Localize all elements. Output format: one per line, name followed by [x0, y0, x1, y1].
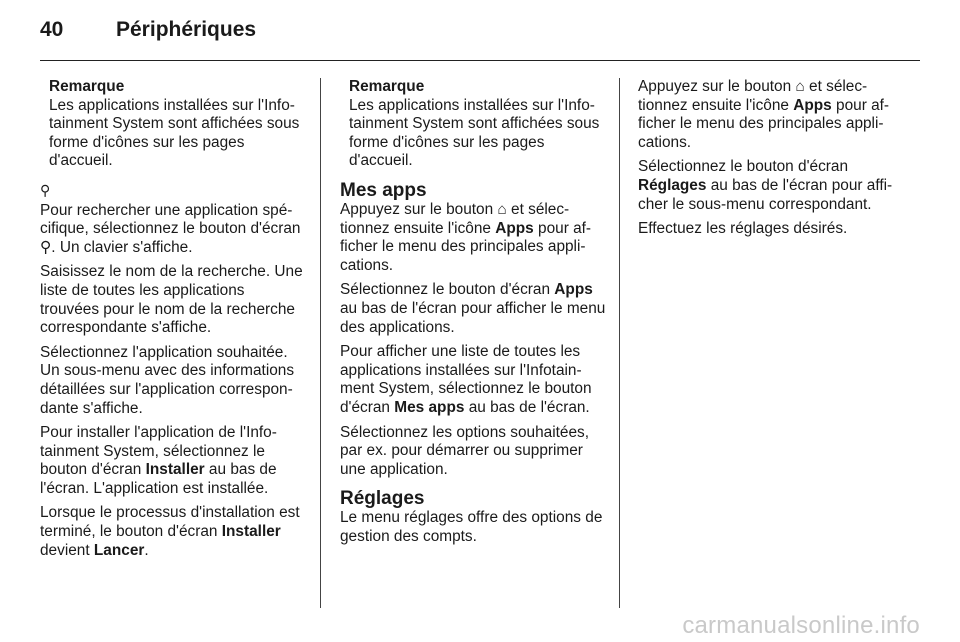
paragraph: Saisissez le nom de la recherche. Une liste de toutes les applications trouvées pour le nom de la recherche correspondante s'affiche. — [40, 263, 303, 337]
button-name: Installer — [145, 461, 205, 479]
text: et sélec-tionnez ensuite l'icône — [340, 200, 570, 237]
note-text: Les applications installées sur l'Info-tainment System sont affichées sous forme d'icônes sur les pages d'accueil. — [49, 96, 300, 170]
page-number: 40 — [40, 18, 64, 41]
note-box — [349, 78, 606, 171]
paragraph — [638, 158, 906, 214]
paragraph — [40, 202, 306, 258]
note-text: Les applications installées sur l'Info-tainment System sont affichées sous forme d'icônes sur les pages d'accueil. — [349, 96, 600, 170]
text: devient — [40, 541, 94, 559]
search-icon: ⚲ — [40, 181, 51, 198]
paragraph — [340, 343, 606, 417]
paragraph: Sélectionnez l'application souhaitée. Un sous-menu avec des informations détaillées sur l'application correspon-dante s'affiche. — [40, 343, 295, 417]
text: au bas de l'écran. L'application est installée. — [40, 461, 277, 497]
page-header — [40, 18, 920, 58]
text: Pour rechercher une application spé-cifique, sélectionnez le bouton d'écran — [40, 201, 301, 238]
button-name: Apps — [495, 219, 534, 237]
text: Sélectionnez le bouton d'écran — [340, 281, 555, 299]
button-name: Installer — [221, 523, 281, 541]
paragraph: Sélectionnez les options souhaitées, par ex. pour démarrer ou supprimer une application. — [340, 423, 589, 478]
column-2 — [340, 78, 606, 552]
text: et sélec-tionnez ensuite l'icône — [638, 78, 868, 114]
section-title: Périphériques — [116, 18, 257, 41]
paragraph: Effectuez les réglages désirés. — [638, 220, 848, 238]
paragraph: Le menu réglages offre des options de gestion des compts. — [340, 509, 603, 545]
text: . Un clavier s'affiche. — [51, 238, 193, 256]
button-name: Apps — [793, 96, 832, 114]
button-name: Mes apps — [394, 398, 465, 416]
button-name: Apps — [554, 281, 593, 299]
text: au bas de l'écran pour afficher le menu des applications. — [340, 299, 606, 336]
paragraph — [638, 78, 906, 152]
text: Appuyez sur le bouton — [638, 78, 796, 95]
text: au bas de l'écran pour affi-cher le sous-menu correspondant. — [638, 176, 893, 213]
text: pour af-ficher le menu des principales appli-cations. — [340, 219, 592, 274]
text: . — [144, 541, 149, 559]
heading-reglages: Réglages — [340, 488, 425, 510]
button-name: Réglages — [638, 176, 707, 194]
paragraph — [340, 281, 606, 337]
note-title: Remarque — [49, 78, 125, 95]
note-box — [49, 78, 306, 171]
home-icon: ⌂ — [497, 200, 507, 218]
column-3 — [638, 78, 906, 245]
button-name: Lancer — [93, 541, 145, 559]
text: Appuyez sur le bouton — [340, 200, 498, 218]
watermark: carmanualsonline.info — [682, 612, 920, 639]
paragraph — [340, 201, 606, 275]
text: Pour afficher une liste de toutes les applications installées sur l'Infotain-ment System, sélectionnez le bouton d'écran — [340, 343, 592, 416]
text: Sélectionnez le bouton d'écran — [638, 158, 849, 176]
text: Pour installer l'application de l'Info-tainment System, sélectionnez le bouton d'écran — [40, 424, 277, 479]
column-divider — [619, 78, 620, 608]
home-icon: ⌂ — [795, 78, 805, 95]
paragraph — [40, 504, 306, 560]
paragraph — [40, 424, 306, 498]
column-divider — [320, 78, 321, 608]
header-divider — [40, 60, 920, 61]
heading-mes-apps: Mes apps — [340, 179, 427, 201]
text: au bas de l'écran. — [464, 398, 590, 416]
search-icon: ⚲ — [40, 238, 52, 256]
text: Lorsque le processus d'installation est terminé, le bouton d'écran — [40, 504, 300, 541]
note-title: Remarque — [349, 78, 425, 95]
column-1 — [40, 78, 306, 566]
text: pour af-ficher le menu des principales appli-cations. — [638, 96, 890, 151]
